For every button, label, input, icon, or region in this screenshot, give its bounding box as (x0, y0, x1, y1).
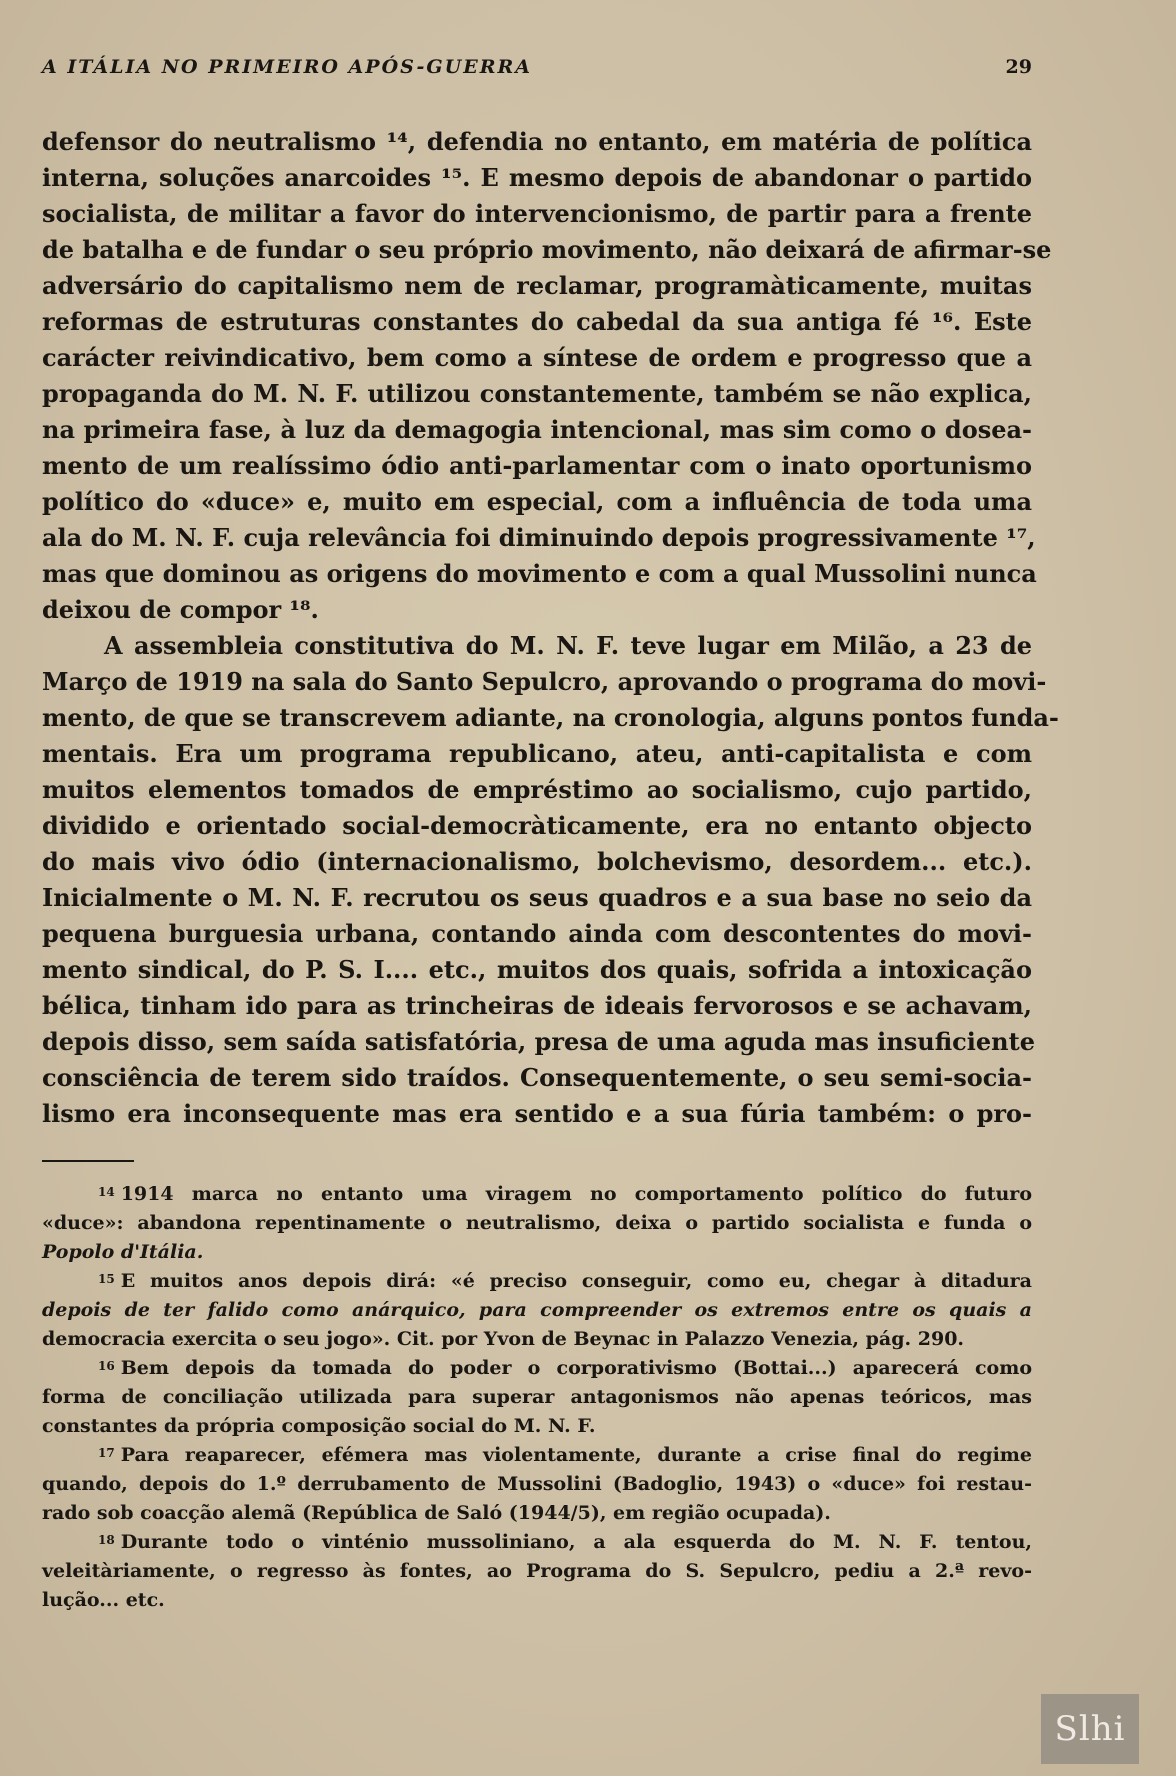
logo-text: Slhi (1054, 1709, 1126, 1749)
footnote-line: democracia exercita o seu jogo». Cit. por Yvon de Beynac in Palazzo Venezia, pág. 290. (42, 1328, 965, 1350)
footnote-text: Para reaparecer, efémera mas violentamente, durante a crise final do regime (120, 1444, 1032, 1466)
library-logo (1041, 1694, 1139, 1764)
text-line: lismo era inconsequente mas era sentido e a sua fúria também: o pro- (42, 1099, 1032, 1128)
footnote-17 (42, 1441, 1032, 1470)
text-line: reformas de estruturas constantes do cabedal da sua antiga fé ¹⁶. Este (42, 307, 1032, 336)
text-line: ala do M. N. F. cuja relevância foi diminuindo depois progressivamente ¹⁷, (42, 523, 1036, 552)
footnote-line: constantes da própria composição social do M. N. F. (42, 1415, 596, 1437)
footnote-text: Bem depois da tomada do poder o corporativismo (Bottai...) aparecerá como (120, 1357, 1032, 1379)
text-line: de batalha e de fundar o seu próprio movimento, não deixará de afirmar-se (42, 235, 1052, 264)
footnote-line: forma de conciliação utilizada para superar antagonismos não apenas teóricos, mas (42, 1386, 1032, 1408)
footnote-14 (42, 1180, 1032, 1209)
text-line: Inicialmente o M. N. F. recrutou os seus quadros e a sua base no seio da (42, 883, 1032, 912)
text-line: defensor do neutralismo ¹⁴, defendia no entanto, em matéria de política (42, 127, 1032, 156)
body-text (42, 124, 1059, 1132)
text-line: mento de um realíssimo ódio anti-parlamentar com o inato oportunismo (42, 451, 1032, 480)
text-line: mas que dominou as origens do movimento e com a qual Mussolini nunca (42, 559, 1037, 588)
footnote-line: lução... etc. (42, 1589, 165, 1611)
footnote-mark: 18 (98, 1533, 115, 1547)
text-line: propaganda do M. N. F. utilizou constantemente, também se não explica, (42, 379, 1032, 408)
text-line: depois disso, sem saída satisfatória, presa de uma aguda mas insuficiente (42, 1027, 1035, 1056)
footnote-line: quando, depois do 1.º derrubamento de Mussolini (Badoglio, 1943) o «duce» foi restau- (42, 1473, 1032, 1495)
text-line: consciência de terem sido traídos. Consequentemente, o seu semi-socia- (42, 1063, 1032, 1092)
footnote-text: Durante todo o vinténio mussoliniano, a ala esquerda do M. N. F. tentou, (120, 1531, 1032, 1553)
text-line: mento sindical, do P. S. I.... etc., muitos dos quais, sofrida a intoxicação (42, 955, 1032, 984)
footnote-mark: 17 (98, 1446, 115, 1460)
footnote-text: E muitos anos depois dirá: «é preciso conseguir, como eu, chegar à ditadura (120, 1270, 1032, 1292)
text-line: mentais. Era um programa republicano, ateu, anti-capitalista e com (42, 739, 1032, 768)
page-header (42, 56, 1032, 84)
footnote-line: rado sob coacção alemã (República de Saló (1944/5), em região ocupada). (42, 1502, 831, 1524)
text-line: bélica, tinham ido para as trincheiras de ideais fervorosos e se achavam, (42, 991, 1032, 1020)
footnote-15 (42, 1267, 1032, 1296)
footnote-text: 1914 marca no entanto uma viragem no comportamento político do futuro (120, 1183, 1032, 1205)
paragraph-start-line: A assembleia constitutiva do M. N. F. teve lugar em Milão, a 23 de (104, 631, 1032, 660)
footnote-mark: 14 (98, 1185, 115, 1199)
footnotes (42, 1180, 1032, 1615)
running-title: A ITÁLIA NO PRIMEIRO APÓS-GUERRA (42, 56, 533, 78)
text-line: Março de 1919 na sala do Santo Sepulcro, aprovando o programa do movi- (42, 667, 1047, 696)
footnote-line: Popolo d'Itália. (42, 1241, 204, 1263)
text-line: deixou de compor ¹⁸. (42, 595, 319, 624)
text-line: político do «duce» e, muito em especial, com a influência de toda uma (42, 487, 1032, 516)
page-number: 29 (1005, 56, 1032, 78)
text-line: carácter reivindicativo, bem como a síntese de ordem e progresso que a (42, 343, 1032, 372)
footnote-line: veleitàriamente, o regresso às fontes, ao Programa do S. Sepulcro, pediu a 2.ª revo- (42, 1560, 1032, 1582)
text-line: muitos elementos tomados de empréstimo ao socialismo, cujo partido, (42, 775, 1032, 804)
text-line: do mais vivo ódio (internacionalismo, bolchevismo, desordem... etc.). (42, 847, 1032, 876)
text-line: pequena burguesia urbana, contando ainda com descontentes do movi- (42, 919, 1032, 948)
text-line: mento, de que se transcrevem adiante, na cronologia, alguns pontos funda- (42, 703, 1059, 732)
footnote-18 (42, 1528, 1032, 1557)
footnote-16 (42, 1354, 1032, 1383)
text-line: socialista, de militar a favor do intervencionismo, de partir para a frente (42, 199, 1032, 228)
text-line: dividido e orientado social-democràticamente, era no entanto objecto (42, 811, 1032, 840)
footnote-mark: 16 (98, 1359, 115, 1373)
text-line: interna, soluções anarcoides ¹⁵. E mesmo depois de abandonar o partido (42, 163, 1032, 192)
footnote-line: «duce»: abandona repentinamente o neutralismo, deixa o partido socialista e funda o (42, 1212, 1032, 1234)
footnote-line: depois de ter falido como anárquico, para compreender os extremos entre os quais a (42, 1299, 1032, 1321)
footnote-divider (42, 1160, 134, 1162)
footnote-mark: 15 (98, 1272, 115, 1286)
text-line: adversário do capitalismo nem de reclamar, programàticamente, muitas (42, 271, 1032, 300)
text-line: na primeira fase, à luz da demagogia intencional, mas sim como o dosea- (42, 415, 1032, 444)
